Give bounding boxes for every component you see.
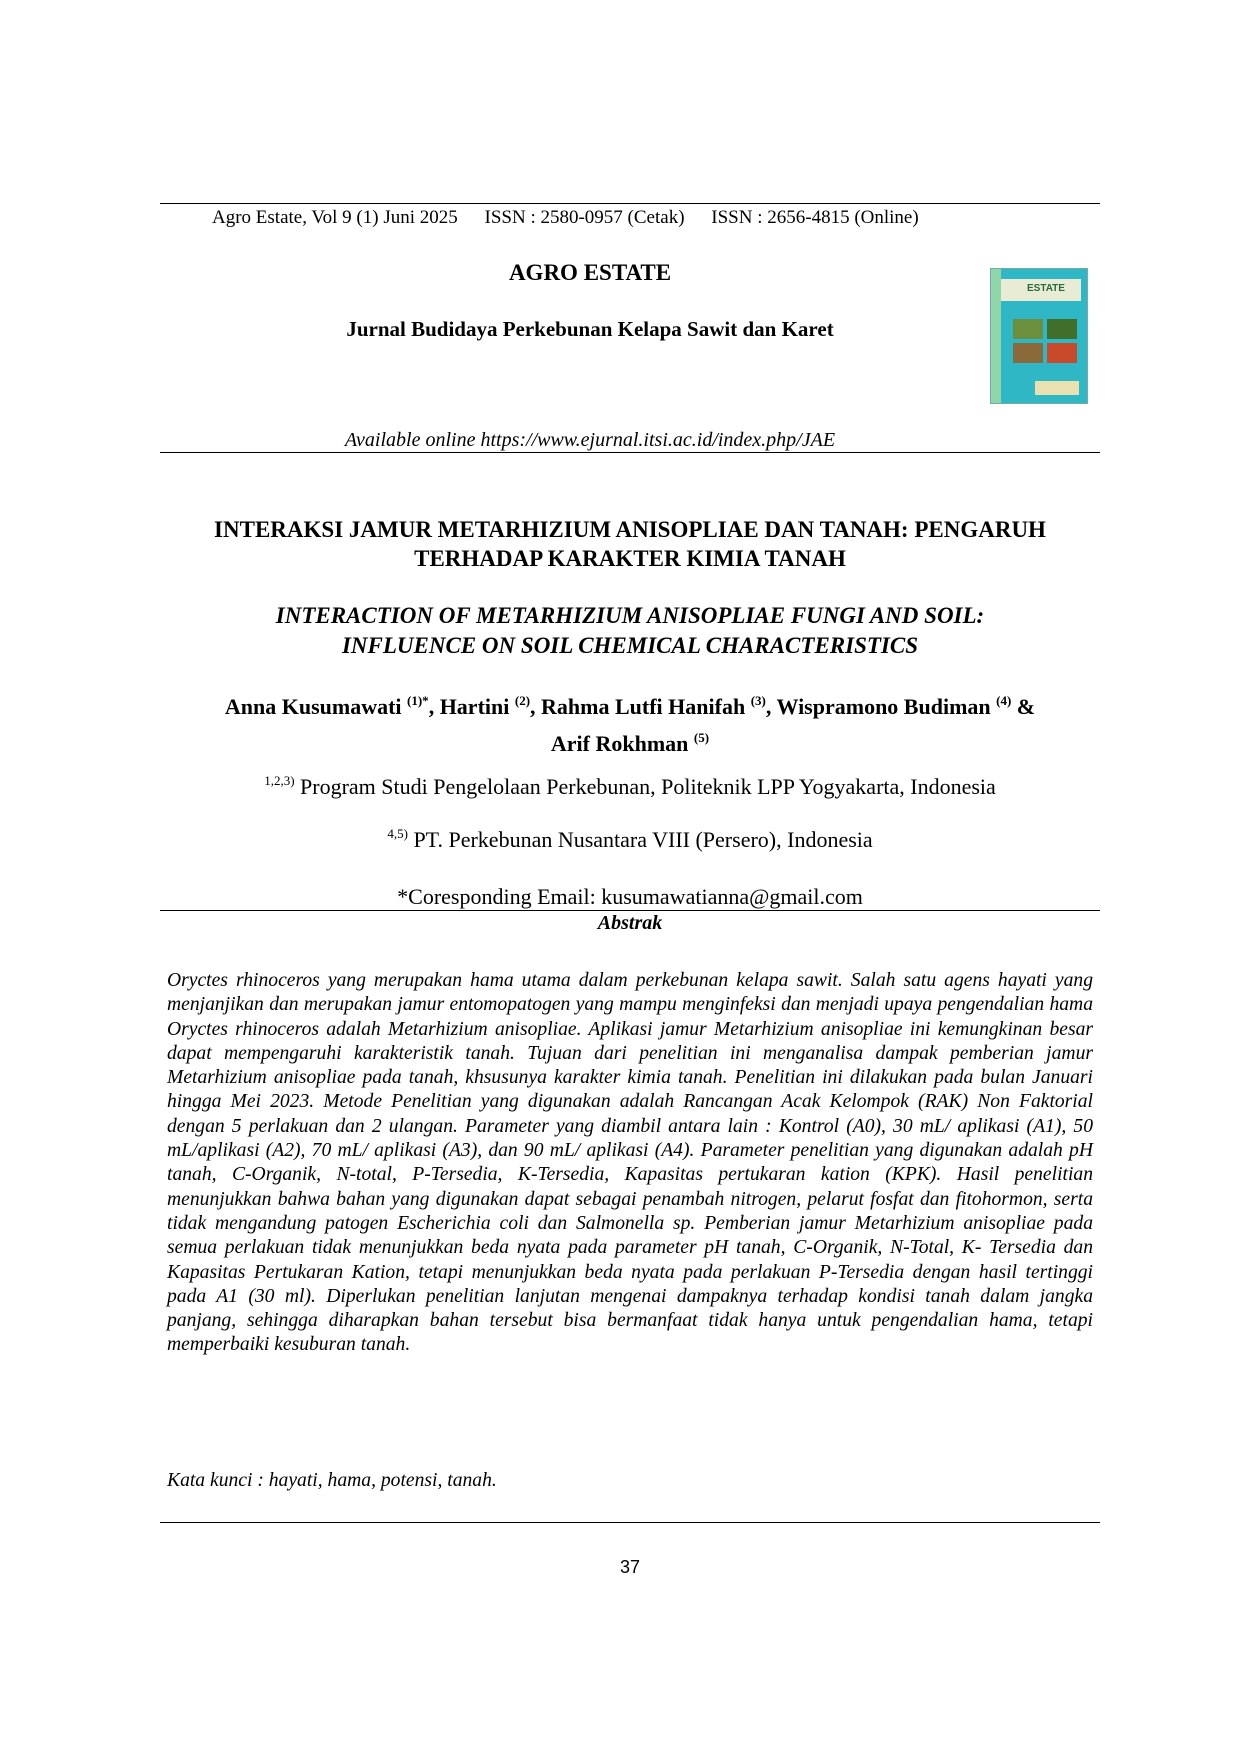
affiliation-1 [160,773,1100,800]
journal-name: AGRO ESTATE [508,260,672,285]
author-mark: (4) [996,693,1012,708]
article-title-indonesian: INTERAKSI JAMUR METARHIZIUM ANISOPLIAE DAN TANAH: PENGARUH TERHADAP KARAKTER KIMIA TANAH [214,517,1046,571]
author-mark: (2) [514,693,531,708]
abstract-bottom-rule [160,1522,1100,1523]
affiliation-text: PT. Perkebunan Nusantara VIII (Persero), Indonesia [413,827,873,852]
affiliation-2 [160,826,1100,853]
author-name: Hartini [439,694,510,719]
affiliation-text: Program Studi Pengelolaan Perkebunan, Politeknik LPP Yogyakarta, Indonesia [300,774,996,799]
journal-citation-line [212,207,941,229]
cover-logo-text: ESTATE [1027,283,1065,294]
affiliation-mark: 1,2,3) [264,773,295,788]
issn-online: ISSN : 2656-4815 (Online) [711,207,919,228]
available-online-link[interactable]: Available online https://www.ejurnal.itsi.ac.id/index.php/JAE [344,429,836,451]
abstract-heading: Abstrak [597,912,663,934]
journal-cover-image [990,268,1088,404]
header-top-rule [160,203,1100,204]
page-number: 37 [619,1557,641,1577]
journal-subtitle: Jurnal Budidaya Perkebunan Kelapa Sawit dan Karet [346,317,834,341]
corresponding-email: *Coresponding Email: kusumawatianna@gmail.com [397,884,863,909]
abstract-top-rule [160,910,1100,911]
author-mark: (1)* [407,693,429,708]
article-title-english: INTERACTION OF METARHIZIUM ANISOPLIAE FUNGI AND SOIL: INFLUENCE ON SOIL CHEMICAL CHARACTERISTICS [275,603,985,658]
author-mark: (5) [693,730,710,745]
keywords: Kata kunci : hayati, hama, potensi, tanah. [167,1470,497,1491]
abstract-body: Oryctes rhinoceros yang merupakan hama utama dalam perkebunan kelapa sawit. Salah satu agens hayati yang menjanjikan dan merupakan jamur entomopatogen yang mampu menginfeksi dan menjadi upaya pengendalian hama Oryctes rhinoceros adalah Metarhizium anisopliae. Aplikasi jamur Metarhizium anisopliae ini kemungkinan besar dapat mempengaruhi karakteristik tanah. Tujuan dari penelitian ini menganalisa dampak pemberian jamur Metarhizium anisopliae pada tanah, khsusunya karakter kimia tanah. Penelitian ini dilakukan pada bulan Januari hingga Mei 2023. Metode Penelitian yang digunakan adalah Rancangan Acak Kelompok (RAK) Non Faktorial dengan 5 perlakuan dan 2 ulangan. Parameter yang diambil antara lain : Kontrol (A0), 30 mL/ aplikasi (A1), 50 mL/aplikasi (A2), 70 mL/ aplikasi (A3), dan 90 mL/ aplikasi (A4). Parameter penelitian yang digunakan adalah pH tanah, C-Organik, N-total, P-Tersedia, K-Tersedia, Kapasitas pertukaran kation (KPK). Hasil penelitian menunjukkan bahwa bahan yang digunakan dapat sebagai penambah nitrogen, pelarut fosfat dan fitohormon, serta tidak mengandung patogen Escherichia coli dan Salmonella sp. Pemberian jamur Metarhizium anisopliae pada semua perlakuan tidak menunjukkan beda nyata pada parameter pH tanah, C-Organik, N-Total, K- Tersedia dan Kapasitas Pertukaran Kation, tetapi menunjukkan beda nyata pada perlakuan P-Tersedia dengan hasil tertinggi pada A1 (30 ml). Diperlukan penelitian lanjutan mengenai dampaknya terhadap kondisi tanah dalam jangka panjang, sehingga diharapkan bahan tersebut bisa bermanfaat tidak hanya untuk pengendalian hama, tetapi memperbaiki kesuburan tanah. [167,970,1093,1356]
author-mark: (3) [750,693,766,708]
author-name: Rahma Lutfi Hanifah [541,694,746,719]
author-name: Wispramono Budiman [776,694,991,719]
author-name: Arif Rokhman [550,731,689,756]
author-list: Anna Kusumawati $^{(1)*}$, Hartini $^{(2)}$, Rahma Lutfi Hanifah $^{(3)}$, Wispramono Budiman $^{(4)}$ & Arif Rokhman $^{(5)}$ [224,693,1036,756]
header-bottom-rule [160,452,1100,453]
author-name: Anna Kusumawati [224,694,402,719]
journal-reference: Agro Estate, Vol 9 (1) Juni 2025 [212,207,458,228]
affiliation-mark: 4,5) [387,826,408,841]
issn-print: ISSN : 2580-0957 (Cetak) [484,207,685,228]
author-joiner: & [1016,694,1036,719]
